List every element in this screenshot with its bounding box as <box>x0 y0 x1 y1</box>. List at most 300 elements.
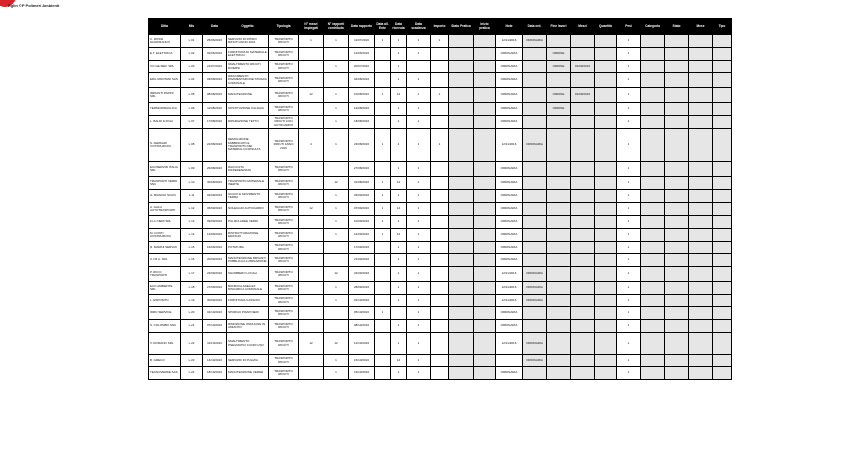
table-cell[interactable]: IDRO SERVICE <box>149 307 181 320</box>
table-cell[interactable]: ORDINARIA <box>496 190 523 203</box>
column-header[interactable]: N° mezzi impiegati <box>299 19 324 35</box>
table-cell[interactable] <box>713 162 732 177</box>
table-cell[interactable] <box>431 73 449 88</box>
table-cell[interactable] <box>547 307 571 320</box>
table-cell[interactable]: ORDINARIA <box>496 177 523 190</box>
table-cell[interactable]: 1 <box>407 367 431 380</box>
table-row[interactable] <box>149 103 732 116</box>
table-cell[interactable]: 1 <box>617 229 641 242</box>
table-cell[interactable] <box>713 229 732 242</box>
table-cell[interactable]: 1 <box>324 88 349 103</box>
table-cell[interactable]: 1 <box>617 35 641 48</box>
table-cell[interactable]: 1 <box>324 295 349 307</box>
table-cell[interactable]: ORDINARIA <box>523 333 547 355</box>
table-cell[interactable] <box>713 295 732 307</box>
table-cell[interactable] <box>474 73 496 88</box>
table-row[interactable] <box>149 216 732 229</box>
table-cell[interactable]: TRASPORTO RIFIUTI <box>269 333 299 355</box>
table-cell[interactable] <box>595 307 617 320</box>
table-cell[interactable]: 12/10/2016 <box>349 333 375 355</box>
table-cell[interactable]: ECOSERVIZI ITALIA SRL <box>149 162 181 177</box>
table-cell[interactable]: NOLEGGIO AUTOCARRO <box>227 203 269 216</box>
table-cell[interactable]: 03/09/2016 <box>349 190 375 203</box>
table-cell[interactable] <box>449 88 474 103</box>
table-cell[interactable] <box>665 203 689 216</box>
table-cell[interactable] <box>641 190 665 203</box>
table-cell[interactable] <box>689 190 713 203</box>
table-cell[interactable]: 1 <box>407 103 431 116</box>
table-cell[interactable] <box>547 216 571 229</box>
table-cell[interactable]: 1 <box>407 307 431 320</box>
table-cell[interactable]: ORDINARIA <box>496 216 523 229</box>
table-row[interactable] <box>149 355 732 367</box>
table-cell[interactable] <box>641 267 665 282</box>
table-cell[interactable] <box>571 282 595 295</box>
table-cell[interactable]: RISTRUTTURAZIONE EDIFICIO <box>227 229 269 242</box>
table-cell[interactable]: 1 <box>617 367 641 380</box>
table-cell[interactable] <box>689 320 713 333</box>
table-cell[interactable]: 1 <box>324 229 349 242</box>
table-cell[interactable]: 1 <box>617 216 641 229</box>
table-cell[interactable] <box>713 190 732 203</box>
table-cell[interactable] <box>375 116 391 129</box>
table-cell[interactable]: 17/08/2016 <box>203 116 227 129</box>
table-cell[interactable]: 01/09/2016 <box>571 61 595 73</box>
table-cell[interactable]: EDIL MONTANI SAS <box>149 73 181 88</box>
table-row[interactable] <box>149 267 732 282</box>
table-cell[interactable]: ORDINARIA <box>523 129 547 162</box>
table-cell[interactable]: 17/09/2016 <box>349 242 375 254</box>
table-cell[interactable]: 1 <box>407 203 431 216</box>
table-cell[interactable]: RIMOZIONE ONDULINE IN AMIANTO <box>227 320 269 333</box>
table-cell[interactable] <box>595 320 617 333</box>
table-cell[interactable] <box>299 307 324 320</box>
table-cell[interactable]: SMALTIMENTO RIFIUTI DIVERSI <box>227 61 269 73</box>
table-cell[interactable] <box>299 61 324 73</box>
table-cell[interactable] <box>431 267 449 282</box>
table-cell[interactable] <box>299 73 324 88</box>
table-cell[interactable]: FORNITURA DI MATERIALE ELETTRICO <box>227 48 269 61</box>
table-cell[interactable]: TRASPORTO RIFIUTI <box>269 295 299 307</box>
table-cell[interactable]: ORDINARIA <box>523 35 547 48</box>
table-cell[interactable] <box>595 88 617 103</box>
table-cell[interactable] <box>641 229 665 242</box>
table-cell[interactable]: PULIZIA AREE VERDI <box>227 216 269 229</box>
table-cell[interactable]: 1 <box>391 116 407 129</box>
table-cell[interactable]: 1 <box>391 48 407 61</box>
table-cell[interactable] <box>547 177 571 190</box>
table-cell[interactable]: ORDINARIA <box>496 203 523 216</box>
table-cell[interactable] <box>665 129 689 162</box>
table-cell[interactable] <box>641 254 665 267</box>
table-cell[interactable]: ORDINARIA <box>496 229 523 242</box>
table-cell[interactable]: L.19 <box>181 295 203 307</box>
table-cell[interactable] <box>641 333 665 355</box>
table-cell[interactable] <box>595 216 617 229</box>
table-cell[interactable] <box>449 35 474 48</box>
table-cell[interactable] <box>595 48 617 61</box>
table-cell[interactable]: A. GALLI AUTOTRASPORTI <box>149 203 181 216</box>
table-cell[interactable] <box>431 282 449 295</box>
table-cell[interactable] <box>375 103 391 116</box>
table-cell[interactable]: L.03 <box>181 61 203 73</box>
table-cell[interactable]: 1 <box>324 355 349 367</box>
table-cell[interactable]: L.01 <box>181 35 203 48</box>
table-cell[interactable] <box>713 88 732 103</box>
table-cell[interactable] <box>449 216 474 229</box>
table-cell[interactable] <box>449 203 474 216</box>
table-cell[interactable]: 1 <box>617 73 641 88</box>
table-cell[interactable]: L.23 <box>181 355 203 367</box>
table-cell[interactable]: POTATURA <box>227 242 269 254</box>
table-cell[interactable] <box>523 367 547 380</box>
table-cell[interactable]: TRASPORTO RIFIUTI CON AUTOCARRO <box>269 116 299 129</box>
table-cell[interactable] <box>474 333 496 355</box>
table-cell[interactable]: S. COLOMBO SNC <box>149 320 181 333</box>
table-cell[interactable] <box>449 254 474 267</box>
table-cell[interactable] <box>391 307 407 320</box>
table-cell[interactable]: 1 <box>391 35 407 48</box>
table-row[interactable] <box>149 229 732 242</box>
table-cell[interactable] <box>523 88 547 103</box>
table-cell[interactable]: 19/10/2016 <box>349 367 375 380</box>
table-cell[interactable] <box>547 116 571 129</box>
table-cell[interactable]: ORDINARIA <box>496 48 523 61</box>
table-cell[interactable] <box>299 295 324 307</box>
table-cell[interactable]: TRASPORTO RIFIUTI ANNO 2016 <box>269 129 299 162</box>
column-header[interactable]: Oggetto <box>227 19 269 35</box>
table-cell[interactable] <box>665 333 689 355</box>
table-cell[interactable] <box>571 177 595 190</box>
table-cell[interactable] <box>665 116 689 129</box>
table-cell[interactable] <box>571 35 595 48</box>
table-cell[interactable] <box>595 162 617 177</box>
table-cell[interactable] <box>713 203 732 216</box>
table-cell[interactable] <box>665 177 689 190</box>
table-cell[interactable]: L.06 <box>181 103 203 116</box>
table-cell[interactable] <box>595 242 617 254</box>
table-cell[interactable]: CO.GE.SER. SRL <box>149 61 181 73</box>
table-cell[interactable] <box>689 295 713 307</box>
table-cell[interactable] <box>713 129 732 162</box>
table-cell[interactable] <box>571 216 595 229</box>
table-cell[interactable]: 1 <box>617 267 641 282</box>
table-cell[interactable] <box>689 254 713 267</box>
table-cell[interactable] <box>641 35 665 48</box>
table-cell[interactable]: ORDINARIA <box>523 355 547 367</box>
table-cell[interactable] <box>547 162 571 177</box>
table-cell[interactable] <box>689 333 713 355</box>
table-cell[interactable]: 24/09/2016 <box>349 267 375 282</box>
table-cell[interactable]: 11/07/2016 <box>349 35 375 48</box>
table-cell[interactable] <box>324 73 349 88</box>
table-cell[interactable] <box>547 229 571 242</box>
table-row[interactable] <box>149 162 732 177</box>
table-cell[interactable] <box>474 129 496 162</box>
table-cell[interactable] <box>375 320 391 333</box>
table-cell[interactable]: 1 <box>391 367 407 380</box>
table-cell[interactable] <box>595 367 617 380</box>
table-cell[interactable] <box>474 103 496 116</box>
table-cell[interactable]: 09/09/2016 <box>203 216 227 229</box>
table-cell[interactable]: 16/09/2016 <box>203 242 227 254</box>
table-cell[interactable]: 20/07/2016 <box>349 61 375 73</box>
table-cell[interactable] <box>665 320 689 333</box>
table-cell[interactable]: L.09 <box>181 162 203 177</box>
table-cell[interactable] <box>449 320 474 333</box>
column-header[interactable]: Data scadenza <box>407 19 431 35</box>
table-cell[interactable] <box>571 295 595 307</box>
table-cell[interactable]: 1 <box>324 103 349 116</box>
column-header[interactable]: Stato Pratica <box>449 19 474 35</box>
table-cell[interactable] <box>431 254 449 267</box>
table-cell[interactable] <box>595 229 617 242</box>
table-cell[interactable]: 1 <box>324 190 349 203</box>
table-cell[interactable] <box>547 242 571 254</box>
table-cell[interactable]: L.22 <box>181 333 203 355</box>
table-cell[interactable] <box>571 162 595 177</box>
table-cell[interactable] <box>641 129 665 162</box>
table-cell[interactable]: ORDINARIA <box>496 88 523 103</box>
table-cell[interactable] <box>689 129 713 162</box>
table-cell[interactable] <box>431 216 449 229</box>
table-cell[interactable] <box>299 242 324 254</box>
table-cell[interactable] <box>431 295 449 307</box>
table-cell[interactable]: 05/10/2016 <box>349 307 375 320</box>
table-cell[interactable]: 1 <box>617 177 641 190</box>
table-cell[interactable] <box>641 320 665 333</box>
table-cell[interactable] <box>713 61 732 73</box>
table-cell[interactable]: 12 <box>391 355 407 367</box>
table-cell[interactable] <box>299 190 324 203</box>
column-header[interactable]: Quantità <box>595 19 617 35</box>
column-header[interactable]: Stato <box>665 19 689 35</box>
table-cell[interactable] <box>324 48 349 61</box>
table-cell[interactable]: V. ROMANO SRL <box>149 333 181 355</box>
column-header[interactable]: Data ricevuta <box>391 19 407 35</box>
table-cell[interactable]: 1 <box>617 162 641 177</box>
table-cell[interactable] <box>299 103 324 116</box>
table-cell[interactable] <box>474 320 496 333</box>
column-header[interactable]: Ditta <box>149 19 181 35</box>
table-row[interactable] <box>149 73 732 88</box>
table-cell[interactable] <box>641 367 665 380</box>
table-cell[interactable]: 12 <box>324 267 349 282</box>
table-cell[interactable]: 23/08/2016 <box>349 129 375 162</box>
table-cell[interactable] <box>375 48 391 61</box>
table-cell[interactable]: 1 <box>617 242 641 254</box>
table-cell[interactable]: 1 <box>391 73 407 88</box>
table-cell[interactable] <box>523 103 547 116</box>
table-cell[interactable]: TRASPORTO RIFIUTI <box>269 162 299 177</box>
table-cell[interactable]: SMALTIMENTO PNEUMATICI FUORI USO <box>227 333 269 355</box>
table-cell[interactable] <box>713 48 732 61</box>
table-cell[interactable] <box>449 333 474 355</box>
table-cell[interactable] <box>431 190 449 203</box>
table-cell[interactable]: M. CONTI COSTRUZIONI <box>149 229 181 242</box>
table-cell[interactable] <box>689 103 713 116</box>
table-cell[interactable]: L.15 <box>181 242 203 254</box>
table-cell[interactable] <box>496 355 523 367</box>
table-cell[interactable] <box>523 48 547 61</box>
table-cell[interactable] <box>713 355 732 367</box>
table-cell[interactable] <box>689 203 713 216</box>
table-cell[interactable]: L.17 <box>181 267 203 282</box>
table-cell[interactable]: TERMOIDRAULICA <box>149 103 181 116</box>
table-cell[interactable] <box>431 203 449 216</box>
table-cell[interactable]: 1 <box>324 282 349 295</box>
table-cell[interactable] <box>431 116 449 129</box>
table-cell[interactable]: L.13 <box>181 216 203 229</box>
table-cell[interactable] <box>641 61 665 73</box>
table-row[interactable] <box>149 295 732 307</box>
table-cell[interactable]: 01/09/2016 <box>571 88 595 103</box>
table-cell[interactable]: 12 <box>391 177 407 190</box>
table-cell[interactable]: 27/09/2016 <box>203 282 227 295</box>
table-row[interactable] <box>149 320 732 333</box>
table-cell[interactable] <box>299 355 324 367</box>
table-cell[interactable]: 1 <box>431 35 449 48</box>
table-cell[interactable] <box>449 103 474 116</box>
table-cell[interactable]: 12 <box>391 203 407 216</box>
table-cell[interactable]: TRASPORTO RIFIUTI <box>269 177 299 190</box>
table-row[interactable] <box>149 242 732 254</box>
table-cell[interactable]: 27/08/2016 <box>349 162 375 177</box>
table-cell[interactable]: 1 <box>617 254 641 267</box>
table-cell[interactable] <box>665 307 689 320</box>
table-cell[interactable]: B. GRECO <box>149 355 181 367</box>
table-cell[interactable] <box>547 367 571 380</box>
table-cell[interactable] <box>595 203 617 216</box>
table-cell[interactable]: L. ESPOSITO <box>149 295 181 307</box>
table-cell[interactable]: FORNITURA CASSONI <box>227 295 269 307</box>
table-cell[interactable]: SCAVO E MOVIMENTO TERRA <box>227 190 269 203</box>
table-cell[interactable]: TRASPORTO RIFIUTI <box>269 203 299 216</box>
table-cell[interactable]: G. BIANCHI SCAVI <box>149 190 181 203</box>
table-cell[interactable]: ORDINARIA <box>523 282 547 295</box>
column-header[interactable]: Pesi <box>617 19 641 35</box>
table-cell[interactable]: TRASPORTO RIFIUTI <box>269 367 299 380</box>
table-cell[interactable] <box>449 267 474 282</box>
table-cell[interactable] <box>449 295 474 307</box>
table-cell[interactable]: 26/08/2016 <box>203 162 227 177</box>
table-cell[interactable]: TRASPORTO RIFIUTI <box>269 190 299 203</box>
table-cell[interactable] <box>523 254 547 267</box>
table-cell[interactable]: 1 <box>617 307 641 320</box>
table-cell[interactable] <box>375 295 391 307</box>
table-cell[interactable]: 12 <box>299 333 324 355</box>
table-cell[interactable]: C. ROSSI GIANFRANCO <box>149 35 181 48</box>
table-cell[interactable]: ORDINARIA <box>496 367 523 380</box>
table-cell[interactable] <box>571 129 595 162</box>
table-cell[interactable]: RIFACIMENTO PAVIMENTAZIONE STRADA COMUNALE <box>227 73 269 88</box>
table-cell[interactable]: 18/08/2016 <box>349 116 375 129</box>
table-cell[interactable] <box>571 242 595 254</box>
table-cell[interactable] <box>431 307 449 320</box>
table-cell[interactable]: 1 <box>407 162 431 177</box>
table-cell[interactable]: 12 <box>299 88 324 103</box>
table-cell[interactable]: 13/09/2016 <box>203 229 227 242</box>
table-cell[interactable]: 02/09/2016 <box>203 190 227 203</box>
table-cell[interactable] <box>595 295 617 307</box>
table-row[interactable] <box>149 116 732 129</box>
table-cell[interactable]: 1 <box>324 116 349 129</box>
table-cell[interactable]: R. MARINI SERVIZI <box>149 242 181 254</box>
table-cell[interactable]: BONIFICA AREA EX DISCARICA COMUNALE <box>227 282 269 295</box>
table-row[interactable] <box>149 203 732 216</box>
table-cell[interactable]: 1 <box>391 320 407 333</box>
table-cell[interactable] <box>595 103 617 116</box>
table-cell[interactable]: TRASPORTO RIFIUTI <box>269 307 299 320</box>
table-cell[interactable]: TRASPORTI VERDI SNC <box>149 177 181 190</box>
table-cell[interactable]: 1 <box>407 88 431 103</box>
table-cell[interactable]: 1 <box>391 61 407 73</box>
table-cell[interactable]: 08/10/2016 <box>349 320 375 333</box>
table-cell[interactable] <box>547 333 571 355</box>
table-cell[interactable]: 30/09/2016 <box>203 295 227 307</box>
table-cell[interactable] <box>571 116 595 129</box>
table-cell[interactable] <box>641 177 665 190</box>
table-cell[interactable]: ORDINARIA <box>496 320 523 333</box>
table-cell[interactable] <box>431 355 449 367</box>
table-cell[interactable]: 1 <box>375 129 391 162</box>
table-cell[interactable]: ORDINARIA <box>523 267 547 282</box>
table-cell[interactable] <box>474 203 496 216</box>
table-cell[interactable] <box>571 355 595 367</box>
table-cell[interactable]: ORDINE <box>547 88 571 103</box>
table-cell[interactable] <box>713 35 732 48</box>
table-cell[interactable]: 1 <box>407 177 431 190</box>
table-cell[interactable]: TRASPORTO RIFIUTI <box>269 73 299 88</box>
table-cell[interactable]: 31/08/2016 <box>349 177 375 190</box>
table-cell[interactable] <box>689 35 713 48</box>
table-cell[interactable]: ORDINE <box>547 61 571 73</box>
table-cell[interactable]: 1 <box>324 61 349 73</box>
table-cell[interactable]: TRASPORTO RIFIUTI <box>269 242 299 254</box>
column-header[interactable]: Note <box>496 19 523 35</box>
table-cell[interactable]: 1 <box>375 216 391 229</box>
table-cell[interactable]: 1 <box>324 35 349 48</box>
table-cell[interactable]: 10/08/2016 <box>349 88 375 103</box>
table-cell[interactable]: 1 <box>375 307 391 320</box>
table-cell[interactable] <box>299 254 324 267</box>
table-cell[interactable]: L.14 <box>181 229 203 242</box>
table-cell[interactable] <box>523 190 547 203</box>
table-cell[interactable] <box>547 73 571 88</box>
table-cell[interactable]: L.24 <box>181 367 203 380</box>
table-cell[interactable] <box>689 162 713 177</box>
table-cell[interactable]: 12 <box>391 229 407 242</box>
table-cell[interactable] <box>474 216 496 229</box>
table-cell[interactable] <box>547 190 571 203</box>
table-cell[interactable]: L.05 <box>181 88 203 103</box>
table-cell[interactable]: 1 <box>324 203 349 216</box>
table-cell[interactable] <box>474 307 496 320</box>
table-cell[interactable]: 20/09/2016 <box>203 254 227 267</box>
table-row[interactable] <box>149 61 732 73</box>
table-cell[interactable] <box>641 282 665 295</box>
table-cell[interactable] <box>449 242 474 254</box>
table-cell[interactable] <box>713 282 732 295</box>
table-cell[interactable] <box>324 254 349 267</box>
table-cell[interactable] <box>595 254 617 267</box>
table-cell[interactable] <box>324 307 349 320</box>
table-cell[interactable] <box>665 216 689 229</box>
column-header[interactable]: Data <box>203 19 227 35</box>
table-cell[interactable] <box>474 282 496 295</box>
table-cell[interactable] <box>474 162 496 177</box>
column-header[interactable]: Data rapporto <box>349 19 375 35</box>
